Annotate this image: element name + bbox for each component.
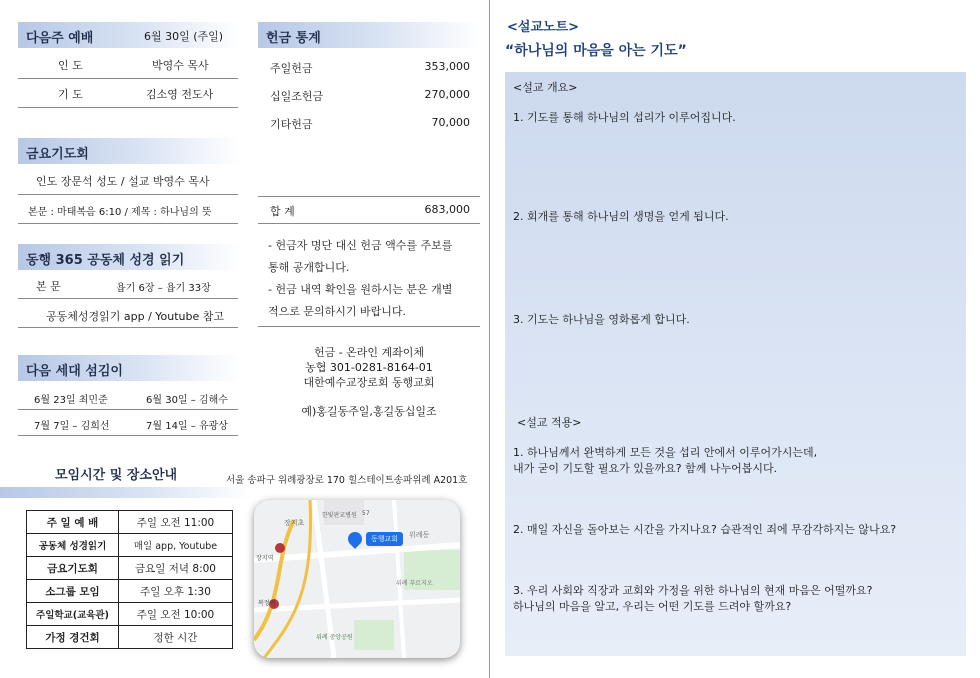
friday-leader: 인도 장문석 성도 / 설교 박영수 목사 [36,175,210,188]
apply-title: <설교 적용> [517,416,582,429]
bible365-label: 본 문 [36,280,61,293]
bible365-note: 공동체성경읽기 app / Youtube 참고 [46,310,225,323]
offering-label: 기타헌금 [270,118,313,131]
map-label: 위례 푸르지오 [396,580,433,587]
sched-time: 주일 오전 10:00 [119,603,233,626]
sched-time: 주일 오후 1:30 [119,580,233,603]
account-line: 헌금 - 온라인 계좌이체 [313,346,425,359]
service-next-title: 다음 세대 섬김이 [26,364,123,379]
meeting-title-bar [0,487,250,498]
offering-label: 십일조헌금 [270,90,324,103]
overview-item: 1. 기도를 통해 하나님의 섭리가 이루어집니다. [513,111,736,124]
service-r2c1: 7월 7일 – 김희선 [34,421,110,432]
offering-note: 통해 공개합니다. [268,261,350,274]
overview-item: 3. 기도는 하나님을 영화롭게 합니다. [513,313,690,326]
meeting-address: 서울 송파구 위례광장로 170 힐스테이트송파위례 A201호 [226,475,468,486]
prayer-value: 김소영 전도사 [146,88,214,101]
map-label: 위례 중앙공원 [316,634,353,641]
sermon-title: “하나님의 마음을 아는 기도” [505,43,687,59]
sermon-notes-box [505,72,966,656]
apply-item: 내가 굳이 기도할 필요가 있을까요? 함께 나누어봅시다. [513,462,778,475]
offering-amount: 353,000 [424,60,470,73]
sched-name: 주일학교(교육관) [27,603,119,626]
map-label: 장지초 [284,519,305,527]
total-amount: 683,000 [424,203,470,216]
next-week-date: 6월 30일 (주일) [144,30,224,43]
sched-name: 가정 경건회 [27,626,119,649]
next-week-title: 다음주 예배 [26,31,94,46]
bible365-value: 욥기 6장 – 욥기 33장 [116,283,211,294]
map-label: 장지역 [256,555,274,562]
map-label: 복정역 [258,600,276,607]
table-row [27,511,233,534]
service-r1c2: 6월 30일 – 김해수 [146,395,228,406]
sched-time: 정한 시간 [119,626,233,649]
offering-title: 헌금 통계 [266,31,321,46]
overview-title: <설교 개요> [513,81,578,94]
offering-note: - 헌금자 명단 대신 헌금 액수를 주보를 [268,239,453,252]
next-week-header [18,22,240,48]
apply-item: 1. 하나님께서 완벽하게 모든 것을 섭리 안에서 이루어가시는데, [513,446,818,459]
friday-title: 금요기도회 [26,147,89,162]
sched-time: 매일 app, Youtube [119,534,233,557]
bible365-title: 동행 365 공동체 성경 읽기 [26,253,185,268]
apply-item: 3. 우리 사회와 직장과 교회와 가정을 위한 하나님의 현재 마음은 어떨까요? [513,584,873,597]
map-label: 57 [362,510,370,517]
meeting-title: 모임시간 및 장소안내 [55,468,178,483]
account-number[interactable]: 농협 301-0281-8164-01 [305,361,433,374]
apply-item: 2. 매일 자신을 돌아보는 시간을 가지나요? 습관적인 죄에 무감각하지는 않나요? [513,523,897,536]
account-holder: 대한예수교장로회 동행교회 [303,376,435,389]
service-r1c1: 6월 23일 최민준 [34,395,108,406]
table-row [27,603,233,626]
prayer-label: 기 도 [58,88,83,101]
map-label: 위례동 [409,531,430,539]
offering-note: - 헌금 내역 확인을 원하시는 분은 개별 [268,283,453,296]
friday-header [18,138,240,164]
schedule-table [26,510,233,649]
offering-note: 적으로 문의하시기 바랍니다. [268,305,407,318]
bible365-header [18,244,240,270]
sched-name: 주 일 예 배 [27,511,119,534]
page-divider [489,0,490,678]
service-next-header [18,355,240,381]
offering-header [258,22,480,48]
sched-name: 금요기도회 [27,557,119,580]
offering-label: 주일헌금 [270,62,313,75]
total-label: 합 계 [270,205,295,218]
overview-item: 2. 회개를 통해 하나님의 생명을 얻게 됩니다. [513,210,729,223]
service-r2c2: 7월 14일 – 유광상 [146,421,228,432]
offering-amount: 70,000 [431,116,470,129]
offering-amount: 270,000 [424,88,470,101]
account-example: 예)홍길동주일,홍길동십일조 [301,405,437,418]
map-marker-label[interactable]: 동행교회 [366,532,403,546]
map-label: 한빛판교병원 [322,512,357,519]
table-row [27,626,233,649]
sermon-header: <설교노트> [507,20,580,35]
table-row [27,534,233,557]
friday-text: 본문 : 마태복음 6:10 / 제목 : 하나님의 뜻 [28,207,212,218]
leader-label: 인 도 [58,59,83,72]
table-row [27,580,233,603]
leader-value: 박영수 목사 [152,59,209,72]
sched-name: 소그룹 모임 [27,580,119,603]
sched-name: 공동체 성경읽기 [27,534,119,557]
sched-time: 금요일 저녁 8:00 [119,557,233,580]
location-map[interactable] [254,500,460,658]
sched-time: 주일 오전 11:00 [119,511,233,534]
table-row [27,557,233,580]
apply-item: 하나님의 마음을 알고, 우리는 어떤 기도를 드려야 할까요? [513,600,792,613]
